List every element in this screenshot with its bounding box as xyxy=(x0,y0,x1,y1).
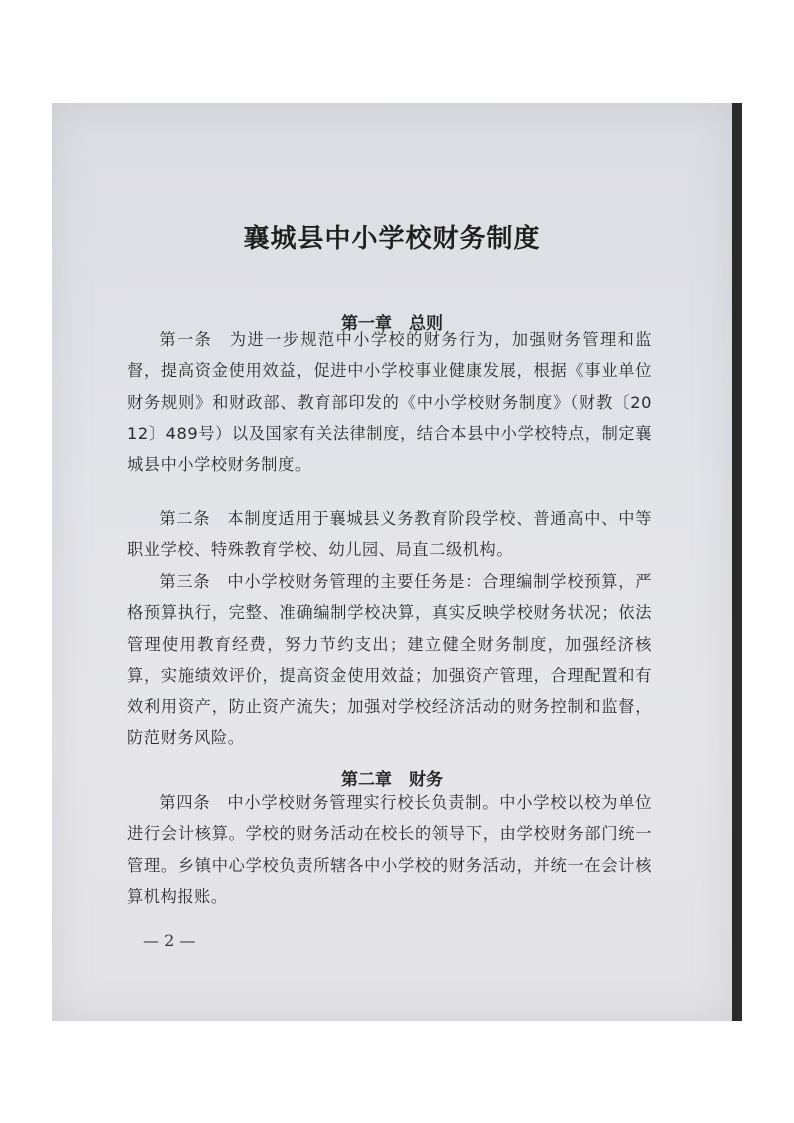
article-2: 第二条 本制度适用于襄城县义务教育阶段学校、普通高中、中等职业学校、特殊教育学校、幼儿园、局直二级机构。 xyxy=(127,509,652,560)
article-3: 第三条 中小学校财务管理的主要任务是：合理编制学校预算，严格预算执行，完整、准确编制学校决算，真实反映学校财务状况；依法管理使用教育经费，努力节约支出；建立健全财务制度，加强经济核算，实施绩效评价，提高资金使用效益；加强资产管理，合理配置和有效利用资产，防止资产流失；加强对学校经济活动的财务控制和监督，防范财务风险。 xyxy=(127,572,652,748)
article-1: 第一条 为进一步规范中小学校的财务行为，加强财务管理和监督，提高资金使用效益，促进中小学校事业健康发展，根据《事业单位财务规则》和财政部、教育部印发的《中小学校财务制度》（财教〔2012〕489号）以及国家有关法律制度，结合本县中小学校特点，制定襄城县中小学校财务制度。 xyxy=(127,330,652,475)
article-4: 第四条 中小学校财务管理实行校长负责制。中小学校以校为单位进行会计核算。学校的财务活动在校长的领导下，由学校财务部门统一管理。乡镇中心学校负责所辖各中小学校的财务活动，并统一在会计核算机构报账。 xyxy=(127,793,652,906)
document-page xyxy=(52,103,732,1021)
page-edge-shadow xyxy=(732,103,742,1021)
page-number: — 2 — xyxy=(143,931,196,950)
document-title: 襄城县中小学校财务制度 xyxy=(243,224,541,254)
chapter-2-heading: 第二章 财务 xyxy=(341,770,443,790)
chapter-1-heading: 第一章 总则 xyxy=(341,314,443,334)
